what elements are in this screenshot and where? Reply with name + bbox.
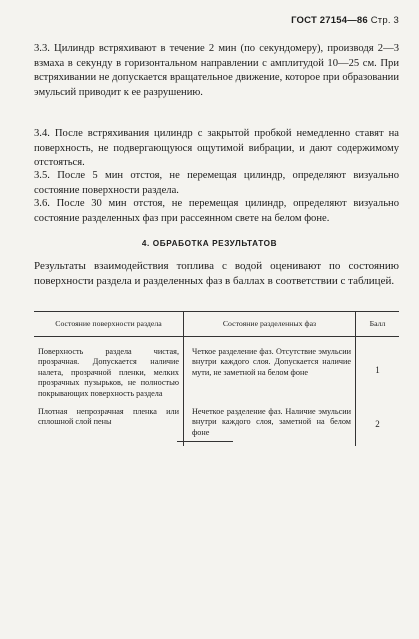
- page-header: [291, 15, 399, 26]
- paragraph-3-5: 3.5. После 5 мин отстоя, не перемещая цилиндр, определяют визуально состояние поверхности раздела.: [34, 170, 399, 196]
- paragraph-3-4: 3.4. После встряхивания цилиндр с закрытой пробкой немедленно ставят на поверхность, не подвергающуюся ощутимой вибрации, и дают содержимому отстояться.: [34, 128, 399, 169]
- table-row: [34, 403, 399, 446]
- standard-number: ГОСТ 27154—86: [291, 15, 368, 26]
- surface-cell: Плотная непрозрачная пленка или сплошной слой пены: [34, 403, 184, 446]
- table-row: [34, 337, 399, 404]
- column-header-score: Балл: [356, 312, 400, 337]
- end-divider: [177, 441, 233, 442]
- phases-cell: Нечеткое разделение фаз. Наличие эмульсии внутри каждого слоя, заметной на белом фоне: [184, 403, 356, 446]
- score-cell: 2: [375, 419, 380, 430]
- table-header-row: [34, 312, 399, 337]
- paragraph-3-3: 3.3. Цилиндр встряхивают в течение 2 мин (по секундомеру), производя 2—3 взмаха в секунду в горизонтальном направлении с амплитудой 10—25 см. При встряхивании не допускается вращательное движение, которое при образовании эмульсий приводит к ее разрушению.: [34, 43, 399, 98]
- surface-cell: Поверхность раздела чистая, прозрачная. Допускается наличие налета, прозрачной пленки, мелких прозрачных пузырьков, не полностью покрывающих поверхность раздела: [34, 337, 184, 404]
- score-cell: 1: [375, 364, 380, 375]
- section-intro: Результаты взаимодействия топлива с водой оценивают по состоянию поверхности раздела и разделенных фаз в баллах в соответствии с таблицей.: [34, 260, 399, 287]
- page-number: Стр. 3: [370, 15, 399, 26]
- results-table: [34, 311, 399, 446]
- column-header-surface: Состояние поверхности раздела: [34, 312, 184, 337]
- column-header-phases: Состояние разделенных фаз: [184, 312, 356, 337]
- phases-cell: Четкое разделение фаз. Отсутствие эмульсии внутри каждого слоя. Допускается наличие мути, не заметной на белом фоне: [184, 337, 356, 404]
- section-title: 4. ОБРАБОТКА РЕЗУЛЬТАТОВ: [141, 239, 278, 248]
- paragraph-3-6: 3.6. После 30 мин отстоя, не перемещая цилиндр, определяют визуально состояние разделенных фаз при рассеянном свете на белом фоне.: [34, 198, 399, 224]
